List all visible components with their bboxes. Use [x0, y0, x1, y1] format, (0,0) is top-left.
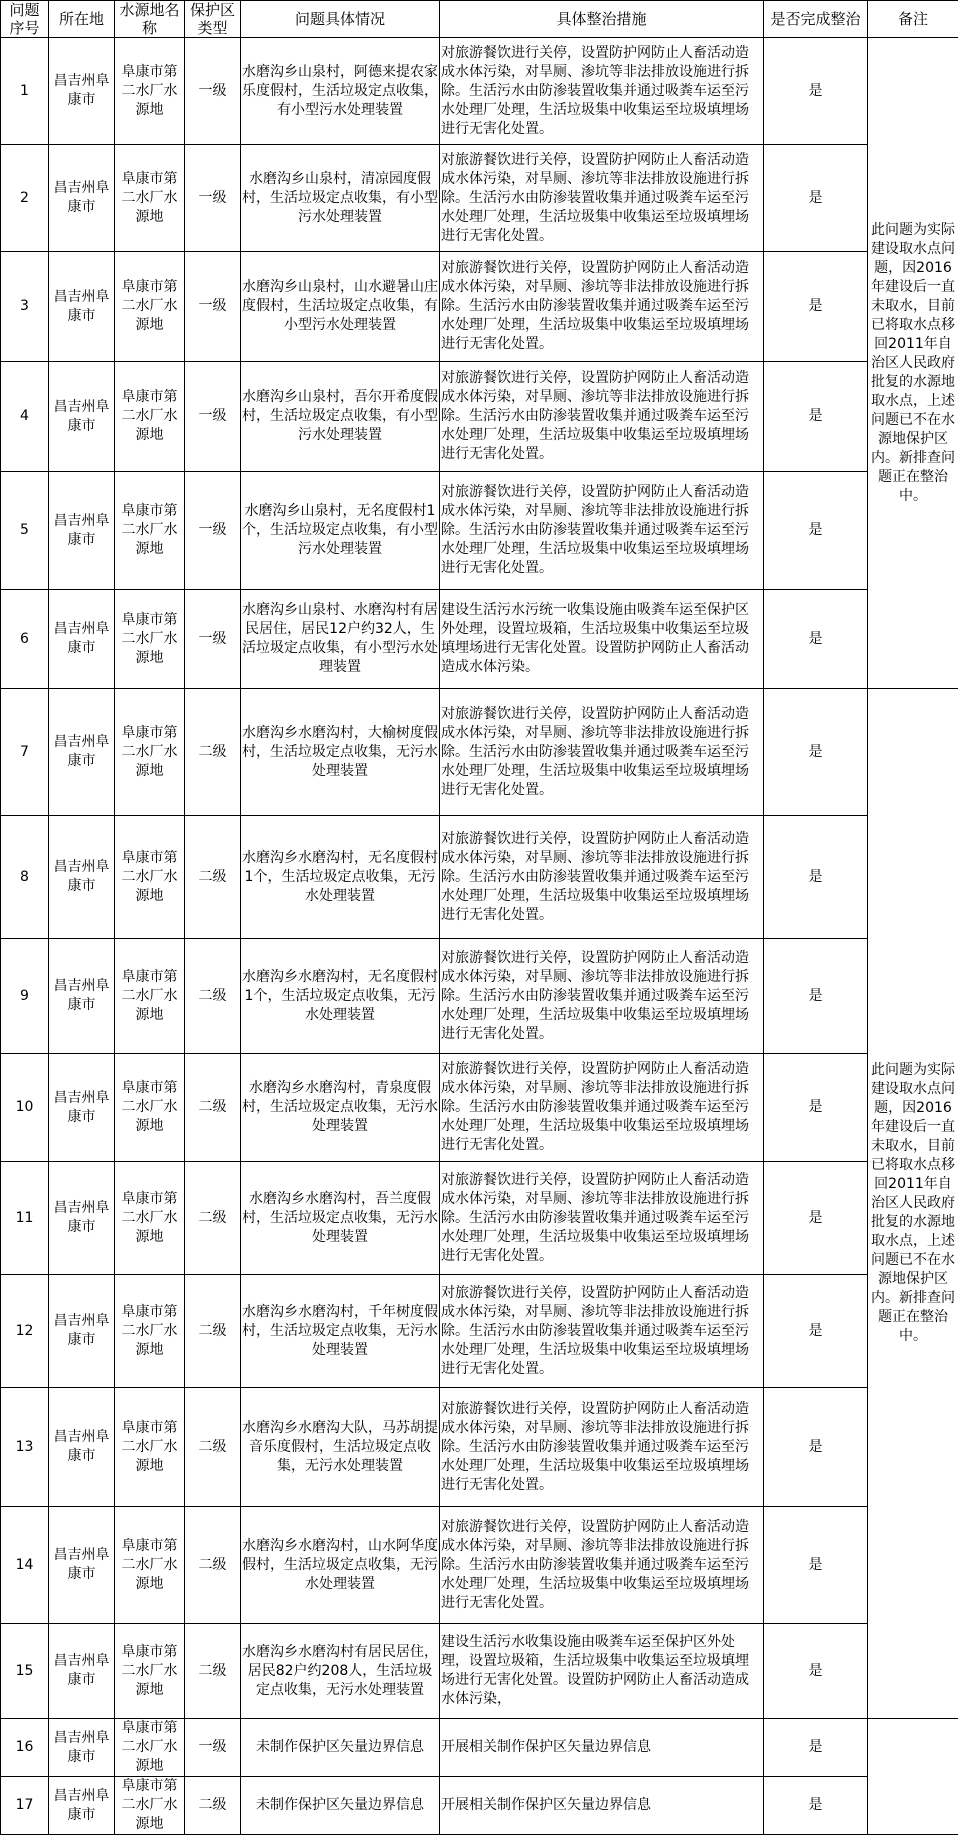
cell-issue: 未制作保护区矢量边界信息	[241, 1719, 440, 1777]
cell-source-name: 阜康市第二水厂水源地	[115, 939, 185, 1054]
table-row	[1, 362, 958, 472]
cell-location: 昌吉州阜康市	[49, 472, 115, 590]
cell-zone-type: 一级	[185, 590, 241, 689]
cell-measure: 对旅游餐饮进行关停，设置防护网防止人畜活动造成水体污染，对旱厕、渗坑等非法排放设施进行拆除。生活污水由防渗装置收集并通过吸粪车运至污水处理厂处理，生活垃圾集中收集运至垃圾填埋场进行无害化处置。	[440, 1388, 764, 1507]
cell-source-name: 阜康市第二水厂水源地	[115, 362, 185, 472]
cell-source-name: 阜康市第二水厂水源地	[115, 145, 185, 252]
cell-seq: 16	[1, 1719, 49, 1777]
table-row	[1, 939, 958, 1054]
cell-seq: 15	[1, 1624, 49, 1719]
cell-measure: 对旅游餐饮进行关停，设置防护网防止人畜活动造成水体污染，对旱厕、渗坑等非法排放设施进行拆除。生活污水由防渗装置收集并通过吸粪车运至污水处理厂处理，生活垃圾集中收集运至垃圾填埋场进行无害化处置。	[440, 1162, 764, 1275]
note-empty	[868, 1719, 958, 1835]
cell-seq: 17	[1, 1777, 49, 1835]
cell-issue: 水磨沟乡水磨沟村，千年树度假村，生活垃圾定点收集，无污水处理装置	[241, 1275, 440, 1388]
cell-source-name: 阜康市第二水厂水源地	[115, 1162, 185, 1275]
cell-completed: 是	[764, 590, 868, 689]
cell-location: 昌吉州阜康市	[49, 689, 115, 816]
cell-completed: 是	[764, 1275, 868, 1388]
cell-completed: 是	[764, 1507, 868, 1624]
header-source-name: 水源地名称	[115, 1, 185, 38]
cell-source-name: 阜康市第二水厂水源地	[115, 590, 185, 689]
header-note: 备注	[868, 1, 958, 38]
cell-issue: 水磨沟乡山泉村、水磨沟村有居民居住，居民12户约32人，生活垃圾定点收集，有小型污水处理装置	[241, 590, 440, 689]
cell-seq: 8	[1, 816, 49, 939]
cell-seq: 9	[1, 939, 49, 1054]
cell-measure: 建设生活污水收集设施由吸粪车运至保护区外处理，设置垃圾箱，生活垃圾集中收集运至垃圾填埋场进行无害化处置。设置防护网防止人畜活动造成水体污染，	[440, 1624, 764, 1719]
cell-seq: 6	[1, 590, 49, 689]
table-row	[1, 38, 958, 145]
cell-zone-type: 一级	[185, 472, 241, 590]
cell-location: 昌吉州阜康市	[49, 1054, 115, 1162]
cell-location: 昌吉州阜康市	[49, 1777, 115, 1835]
cell-zone-type: 二级	[185, 1054, 241, 1162]
note-group-1: 此问题为实际建设取水点问题，因2016年建设后一直未取水，目前已将取水点移回2011年自治区人民政府批复的水源地取水点，上述问题已不在水源地保护区内。新排查问题正在整治中。	[868, 38, 958, 689]
table-row	[1, 1507, 958, 1624]
cell-measure: 对旅游餐饮进行关停，设置防护网防止人畜活动造成水体污染，对旱厕、渗坑等非法排放设施进行拆除。生活污水由防渗装置收集并通过吸粪车运至污水处理厂处理，生活垃圾集中收集运至垃圾填埋场进行无害化处置。	[440, 689, 764, 816]
cell-completed: 是	[764, 252, 868, 362]
cell-completed: 是	[764, 38, 868, 145]
cell-source-name: 阜康市第二水厂水源地	[115, 816, 185, 939]
cell-issue: 水磨沟乡水磨沟村，山水阿华度假村，生活垃圾定点收集，无污水处理装置	[241, 1507, 440, 1624]
cell-completed: 是	[764, 1719, 868, 1777]
table-row	[1, 1162, 958, 1275]
cell-completed: 是	[764, 1624, 868, 1719]
table-row	[1, 1624, 958, 1719]
cell-measure: 对旅游餐饮进行关停，设置防护网防止人畜活动造成水体污染，对旱厕、渗坑等非法排放设施进行拆除。生活污水由防渗装置收集并通过吸粪车运至污水处理厂处理，生活垃圾集中收集运至垃圾填埋场进行无害化处置。	[440, 252, 764, 362]
cell-measure: 开展相关制作保护区矢量边界信息	[440, 1777, 764, 1835]
cell-location: 昌吉州阜康市	[49, 1388, 115, 1507]
cell-location: 昌吉州阜康市	[49, 816, 115, 939]
cell-seq: 1	[1, 38, 49, 145]
header-measure: 具体整治措施	[440, 1, 764, 38]
cell-completed: 是	[764, 1388, 868, 1507]
table-row	[1, 145, 958, 252]
cell-zone-type: 二级	[185, 1388, 241, 1507]
cell-measure: 对旅游餐饮进行关停，设置防护网防止人畜活动造成水体污染，对旱厕、渗坑等非法排放设施进行拆除。生活污水由防渗装置收集并通过吸粪车运至污水处理厂处理，生活垃圾集中收集运至垃圾填埋场进行无害化处置。	[440, 1275, 764, 1388]
cell-zone-type: 二级	[185, 816, 241, 939]
cell-completed: 是	[764, 472, 868, 590]
cell-zone-type: 二级	[185, 1275, 241, 1388]
table-row	[1, 1054, 958, 1162]
cell-issue: 水磨沟乡水磨沟村，无名度假村1个，生活垃圾定点收集，无污水处理装置	[241, 816, 440, 939]
table-row	[1, 1777, 958, 1835]
cell-issue: 水磨沟乡山泉村，吾尔开希度假村，生活垃圾定点收集，有小型污水处理装置	[241, 362, 440, 472]
cell-location: 昌吉州阜康市	[49, 38, 115, 145]
table-row	[1, 1388, 958, 1507]
note-group-2: 此问题为实际建设取水点问题，因2016年建设后一直未取水，目前已将取水点移回2011年自治区人民政府批复的水源地取水点，上述问题已不在水源地保护区内。新排查问题正在整治中。	[868, 689, 958, 1719]
cell-zone-type: 二级	[185, 939, 241, 1054]
cell-location: 昌吉州阜康市	[49, 145, 115, 252]
cell-measure: 对旅游餐饮进行关停，设置防护网防止人畜活动造成水体污染，对旱厕、渗坑等非法排放设施进行拆除。生活污水由防渗装置收集并通过吸粪车运至污水处理厂处理，生活垃圾集中收集运至垃圾填埋场进行无害化处置。	[440, 1507, 764, 1624]
cell-seq: 5	[1, 472, 49, 590]
table-row	[1, 252, 958, 362]
cell-issue: 水磨沟乡山泉村，无名度假村1个，生活垃圾定点收集，有小型污水处理装置	[241, 472, 440, 590]
cell-measure: 建设生活污水污统一收集设施由吸粪车运至保护区外处理，设置垃圾箱，生活垃圾集中收集运至垃圾填埋场进行无害化处置。设置防护网防止人畜活动造成水体污染。	[440, 590, 764, 689]
cell-seq: 11	[1, 1162, 49, 1275]
cell-issue: 水磨沟乡水磨沟大队，马苏胡提音乐度假村，生活垃圾定点收集，无污水处理装置	[241, 1388, 440, 1507]
cell-source-name: 阜康市第二水厂水源地	[115, 1507, 185, 1624]
cell-location: 昌吉州阜康市	[49, 939, 115, 1054]
cell-seq: 7	[1, 689, 49, 816]
cell-completed: 是	[764, 1162, 868, 1275]
cell-seq: 4	[1, 362, 49, 472]
cell-zone-type: 一级	[185, 1719, 241, 1777]
cell-location: 昌吉州阜康市	[49, 1624, 115, 1719]
cell-completed: 是	[764, 939, 868, 1054]
cell-completed: 是	[764, 689, 868, 816]
cell-seq: 12	[1, 1275, 49, 1388]
cell-source-name: 阜康市第二水厂水源地	[115, 38, 185, 145]
cell-source-name: 阜康市第二水厂水源地	[115, 252, 185, 362]
cell-source-name: 阜康市第二水厂水源地	[115, 1054, 185, 1162]
cell-measure: 对旅游餐饮进行关停，设置防护网防止人畜活动造成水体污染，对旱厕、渗坑等非法排放设施进行拆除。生活污水由防渗装置收集并通过吸粪车运至污水处理厂处理，生活垃圾集中收集运至垃圾填埋场进行无害化处置。	[440, 362, 764, 472]
cell-measure: 开展相关制作保护区矢量边界信息	[440, 1719, 764, 1777]
cell-zone-type: 二级	[185, 1507, 241, 1624]
cell-completed: 是	[764, 1054, 868, 1162]
cell-issue: 水磨沟乡水磨沟村，青泉度假村，生活垃圾定点收集，无污水处理装置	[241, 1054, 440, 1162]
cell-measure: 对旅游餐饮进行关停，设置防护网防止人畜活动造成水体污染，对旱厕、渗坑等非法排放设施进行拆除。生活污水由防渗装置收集并通过吸粪车运至污水处理厂处理，生活垃圾集中收集运至垃圾填埋场进行无害化处置。	[440, 145, 764, 252]
cell-location: 昌吉州阜康市	[49, 252, 115, 362]
cell-measure: 对旅游餐饮进行关停，设置防护网防止人畜活动造成水体污染，对旱厕、渗坑等非法排放设施进行拆除。生活污水由防渗装置收集并通过吸粪车运至污水处理厂处理，生活垃圾集中收集运至垃圾填埋场进行无害化处置。	[440, 816, 764, 939]
cell-issue: 水磨沟乡水磨沟村，无名度假村1个，生活垃圾定点收集，无污水处理装置	[241, 939, 440, 1054]
cell-seq: 3	[1, 252, 49, 362]
cell-seq: 2	[1, 145, 49, 252]
cell-seq: 14	[1, 1507, 49, 1624]
header-seq: 问题序号	[1, 1, 49, 38]
cell-zone-type: 一级	[185, 145, 241, 252]
cell-issue: 水磨沟乡水磨沟村，吾兰度假村，生活垃圾定点收集，无污水处理装置	[241, 1162, 440, 1275]
cell-source-name: 阜康市第二水厂水源地	[115, 1624, 185, 1719]
cell-completed: 是	[764, 816, 868, 939]
cell-issue: 水磨沟乡水磨沟村，大榆树度假村，生活垃圾定点收集，无污水处理装置	[241, 689, 440, 816]
cell-location: 昌吉州阜康市	[49, 362, 115, 472]
cell-issue: 水磨沟乡山泉村，清凉园度假村，生活垃圾定点收集，有小型污水处理装置	[241, 145, 440, 252]
cell-zone-type: 一级	[185, 362, 241, 472]
cell-location: 昌吉州阜康市	[49, 1162, 115, 1275]
cell-location: 昌吉州阜康市	[49, 1507, 115, 1624]
table-row	[1, 590, 958, 689]
cell-zone-type: 二级	[185, 1777, 241, 1835]
cell-zone-type: 二级	[185, 1162, 241, 1275]
header-location: 所在地	[49, 1, 115, 38]
table-row	[1, 816, 958, 939]
header-zone-type: 保护区类型	[185, 1, 241, 38]
cell-completed: 是	[764, 1777, 868, 1835]
table-row	[1, 472, 958, 590]
header-issue: 问题具体情况	[241, 1, 440, 38]
cell-source-name: 阜康市第二水厂水源地	[115, 689, 185, 816]
cell-issue: 未制作保护区矢量边界信息	[241, 1777, 440, 1835]
header-row	[1, 1, 958, 38]
cell-completed: 是	[764, 145, 868, 252]
cell-source-name: 阜康市第二水厂水源地	[115, 1719, 185, 1777]
cell-location: 昌吉州阜康市	[49, 1719, 115, 1777]
cell-measure: 对旅游餐饮进行关停，设置防护网防止人畜活动造成水体污染，对旱厕、渗坑等非法排放设施进行拆除。生活污水由防渗装置收集并通过吸粪车运至污水处理厂处理，生活垃圾集中收集运至垃圾填埋场进行无害化处置。	[440, 1054, 764, 1162]
cell-measure: 对旅游餐饮进行关停，设置防护网防止人畜活动造成水体污染，对旱厕、渗坑等非法排放设施进行拆除。生活污水由防渗装置收集并通过吸粪车运至污水处理厂处理，生活垃圾集中收集运至垃圾填埋场进行无害化处置。	[440, 38, 764, 145]
cell-source-name: 阜康市第二水厂水源地	[115, 1777, 185, 1835]
cell-issue: 水磨沟乡山泉村，山水避暑山庄度假村，生活垃圾定点收集，有小型污水处理装置	[241, 252, 440, 362]
cell-issue: 水磨沟乡水磨沟村有居民居住，居民82户约208人，生活垃圾定点收集，无污水处理装置	[241, 1624, 440, 1719]
table-row	[1, 1275, 958, 1388]
cell-source-name: 阜康市第二水厂水源地	[115, 472, 185, 590]
table-row	[1, 1719, 958, 1777]
cell-issue: 水磨沟乡山泉村，阿德来提农家乐度假村，生活垃圾定点收集，有小型污水处理装置	[241, 38, 440, 145]
cell-completed: 是	[764, 362, 868, 472]
table-row	[1, 689, 958, 816]
cell-location: 昌吉州阜康市	[49, 590, 115, 689]
header-completed: 是否完成整治	[764, 1, 868, 38]
cell-location: 昌吉州阜康市	[49, 1275, 115, 1388]
cell-zone-type: 二级	[185, 689, 241, 816]
cell-zone-type: 二级	[185, 1624, 241, 1719]
cell-measure: 对旅游餐饮进行关停，设置防护网防止人畜活动造成水体污染，对旱厕、渗坑等非法排放设施进行拆除。生活污水由防渗装置收集并通过吸粪车运至污水处理厂处理，生活垃圾集中收集运至垃圾填埋场进行无害化处置。	[440, 939, 764, 1054]
cell-measure: 对旅游餐饮进行关停，设置防护网防止人畜活动造成水体污染，对旱厕、渗坑等非法排放设施进行拆除。生活污水由防渗装置收集并通过吸粪车运至污水处理厂处理，生活垃圾集中收集运至垃圾填埋场进行无害化处置。	[440, 472, 764, 590]
cell-seq: 10	[1, 1054, 49, 1162]
cell-source-name: 阜康市第二水厂水源地	[115, 1275, 185, 1388]
cell-source-name: 阜康市第二水厂水源地	[115, 1388, 185, 1507]
cell-zone-type: 一级	[185, 252, 241, 362]
cell-zone-type: 一级	[185, 38, 241, 145]
cell-seq: 13	[1, 1388, 49, 1507]
